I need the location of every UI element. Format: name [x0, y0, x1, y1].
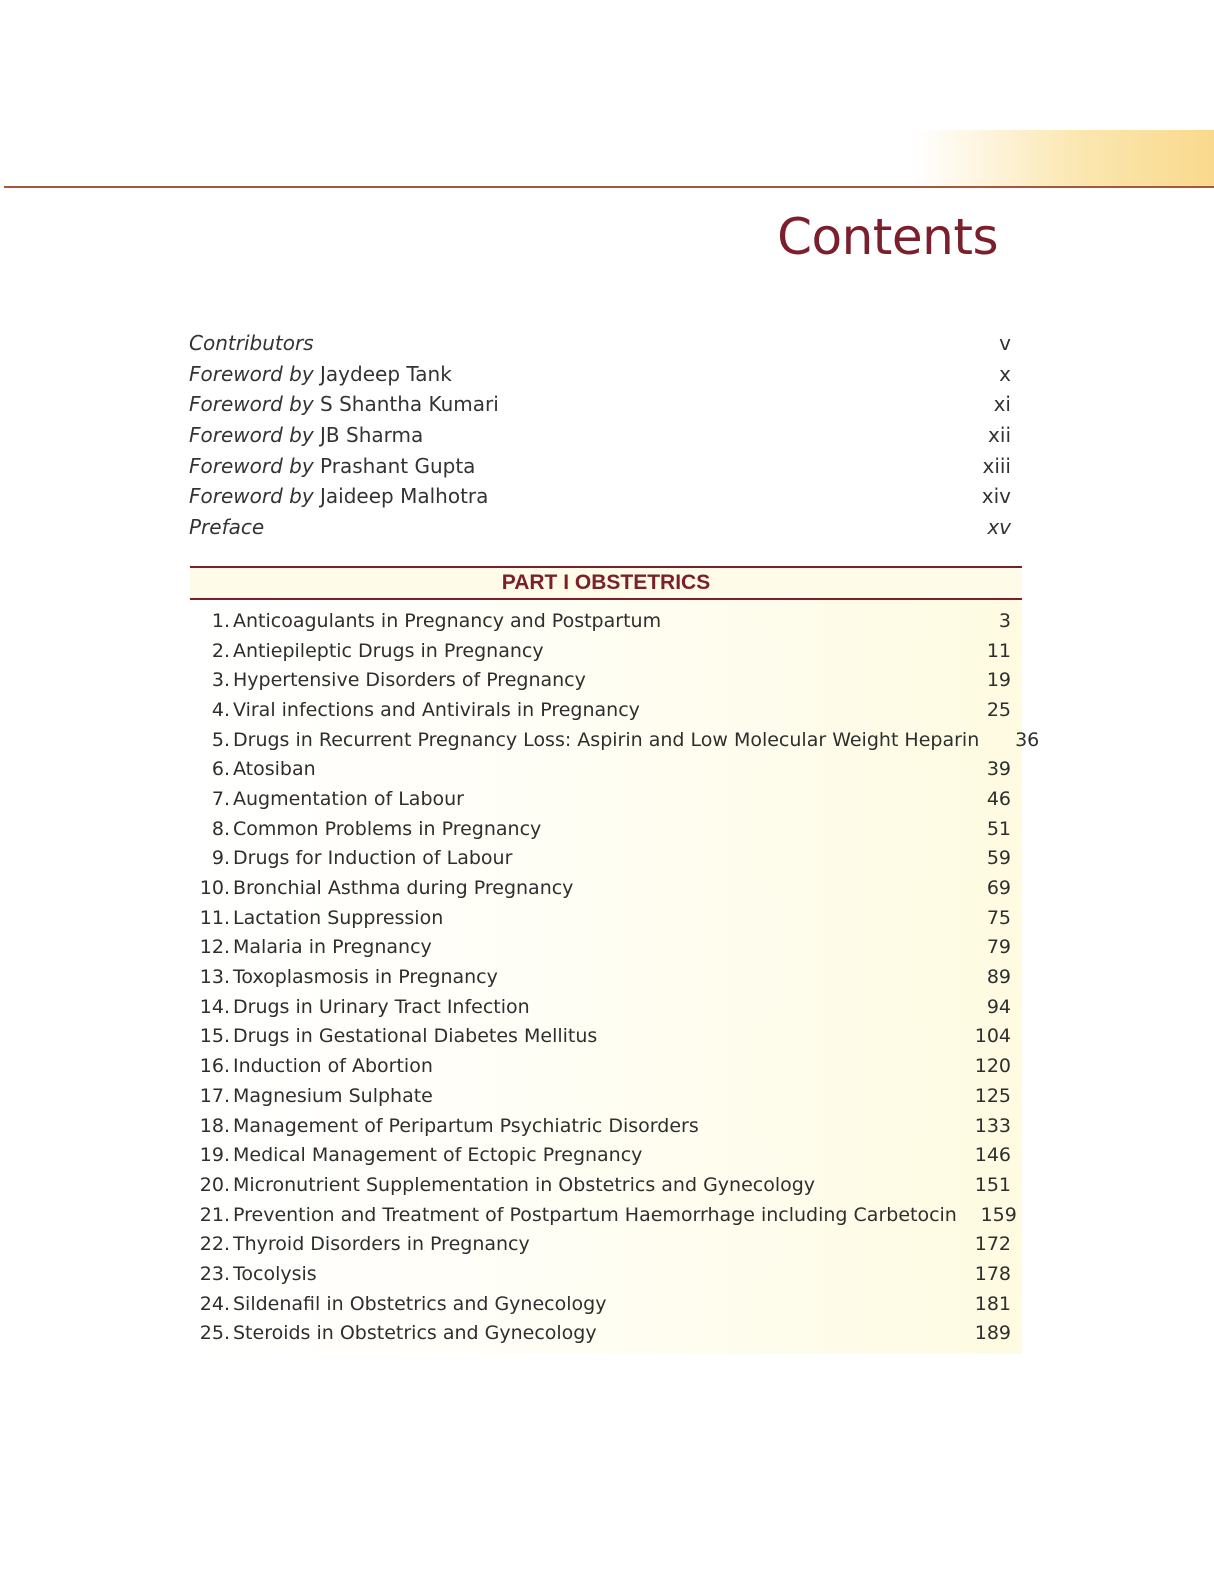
chapter-title: Augmentation of Labour [233, 787, 464, 810]
front-matter-page: xii [988, 423, 1011, 448]
chapter-page: 19 [986, 669, 1011, 692]
chapter-title: Tocolysis [233, 1262, 317, 1285]
front-matter-prefix: Foreword by [189, 392, 314, 417]
part-section [190, 566, 1040, 1354]
chapter-page: 189 [974, 1322, 1011, 1345]
part-heading: PART I OBSTETRICS [190, 566, 1022, 600]
chapter-page: 181 [974, 1292, 1011, 1315]
chapter-row[interactable] [190, 1289, 1022, 1319]
chapter-page: 59 [986, 847, 1011, 870]
chapter-row[interactable] [190, 1229, 1022, 1259]
chapter-page: 104 [974, 1025, 1011, 1048]
chapter-page: 133 [974, 1114, 1011, 1137]
chapter-page: 39 [986, 758, 1011, 781]
chapter-number: 12. [199, 936, 230, 959]
chapter-number: 15. [199, 1025, 230, 1048]
front-matter-prefix: Foreword by [189, 484, 314, 509]
front-matter-item[interactable] [189, 420, 1011, 451]
chapter-page: 51 [986, 817, 1011, 840]
chapter-page: 69 [986, 877, 1011, 900]
chapter-number: 17. [199, 1084, 230, 1107]
chapter-number: 7. [211, 787, 230, 810]
chapter-number: 24. [199, 1292, 230, 1315]
chapter-row[interactable] [190, 873, 1022, 903]
page-title: Contents [777, 208, 998, 266]
chapter-row[interactable] [190, 992, 1022, 1022]
chapter-title: Medical Management of Ectopic Pregnancy [233, 1144, 643, 1167]
chapter-page: 178 [974, 1262, 1011, 1285]
front-matter-page: xi [993, 392, 1011, 417]
chapter-number: 20. [199, 1173, 230, 1196]
front-matter-item[interactable] [189, 450, 1011, 481]
chapter-title: Bronchial Asthma during Pregnancy [233, 877, 574, 900]
chapter-title: Drugs in Recurrent Pregnancy Loss: Aspirin and Low Molecular Weight Heparin [233, 728, 980, 751]
chapter-title: Magnesium Sulphate [233, 1084, 433, 1107]
chapter-row[interactable] [190, 1170, 1022, 1200]
chapter-row[interactable] [190, 1111, 1022, 1141]
chapter-title: Sildenafil in Obstetrics and Gynecology [233, 1292, 607, 1315]
chapter-title: Atosiban [233, 758, 316, 781]
chapter-row[interactable] [190, 1081, 1022, 1111]
chapter-page: 151 [974, 1173, 1011, 1196]
chapter-row[interactable] [190, 725, 1040, 755]
front-matter-prefix: Contributors [189, 331, 314, 356]
chapter-row[interactable] [190, 636, 1022, 666]
chapter-page: 159 [980, 1203, 1017, 1226]
chapter-page: 89 [986, 966, 1011, 989]
front-matter-page: xiv [981, 484, 1011, 509]
front-matter-prefix: Preface [189, 514, 265, 539]
chapter-number: 14. [199, 995, 230, 1018]
chapter-number: 10. [199, 877, 230, 900]
chapter-title: Hypertensive Disorders of Pregnancy [233, 669, 586, 692]
chapter-row[interactable] [190, 933, 1022, 963]
chapter-title: Malaria in Pregnancy [233, 936, 432, 959]
chapter-title: Anticoagulants in Pregnancy and Postpartum [233, 609, 662, 632]
chapter-page: 120 [974, 1055, 1011, 1078]
front-matter-name: Jaideep Malhotra [313, 484, 489, 509]
front-matter-page: x [999, 361, 1011, 386]
chapter-title: Drugs for Induction of Labour [233, 847, 513, 870]
chapter-number: 1. [211, 609, 230, 632]
front-matter-item[interactable] [189, 481, 1011, 512]
front-matter-list [189, 328, 1011, 542]
chapter-page: 25 [986, 698, 1011, 721]
chapter-number: 4. [211, 698, 230, 721]
chapter-number: 21. [199, 1203, 230, 1226]
front-matter-prefix: Foreword by [189, 423, 314, 448]
chapter-number: 8. [211, 817, 230, 840]
front-matter-item[interactable] [189, 328, 1011, 359]
chapter-title: Lactation Suppression [233, 906, 444, 929]
front-matter-prefix: Foreword by [189, 361, 314, 386]
chapter-number: 3. [211, 669, 230, 692]
front-matter-item[interactable] [189, 512, 1011, 543]
chapter-page: 94 [986, 995, 1011, 1018]
chapter-number: 13. [199, 966, 230, 989]
chapter-title: Drugs in Gestational Diabetes Mellitus [233, 1025, 598, 1048]
chapter-page: 75 [986, 906, 1011, 929]
front-matter-name: Prashant Gupta [313, 453, 476, 478]
chapter-row[interactable] [190, 1140, 1022, 1170]
chapter-page: 3 [998, 609, 1011, 632]
front-matter-page: xiii [982, 453, 1011, 478]
chapter-number: 6. [211, 758, 230, 781]
chapter-title: Antiepileptic Drugs in Pregnancy [233, 639, 544, 662]
chapter-row[interactable] [190, 695, 1022, 725]
chapter-row[interactable] [190, 1200, 1022, 1230]
chapter-page: 146 [974, 1144, 1011, 1167]
chapter-title: Viral infections and Antivirals in Pregnancy [233, 698, 640, 721]
front-matter-prefix: Foreword by [189, 453, 314, 478]
chapter-title: Management of Peripartum Psychiatric Disorders [233, 1114, 699, 1137]
chapter-page: 125 [974, 1084, 1011, 1107]
chapter-row[interactable] [190, 903, 1022, 933]
chapter-row[interactable] [190, 665, 1022, 695]
chapter-title: Prevention and Treatment of Postpartum Haemorrhage including Carbetocin [233, 1203, 957, 1226]
chapter-page: 11 [986, 639, 1011, 662]
chapter-row[interactable] [190, 1259, 1022, 1289]
header-gradient-band [914, 130, 1214, 186]
chapter-row[interactable] [190, 1051, 1022, 1081]
front-matter-page: xv [987, 514, 1011, 539]
header-rule [4, 186, 1214, 188]
chapter-page: 36 [1015, 728, 1040, 751]
chapter-row[interactable] [190, 1319, 1022, 1349]
chapter-title: Toxoplasmosis in Pregnancy [233, 966, 498, 989]
chapter-page: 79 [986, 936, 1011, 959]
chapter-page: 172 [974, 1233, 1011, 1256]
chapter-title: Steroids in Obstetrics and Gynecology [233, 1322, 597, 1345]
front-matter-item[interactable] [189, 389, 1011, 420]
front-matter-page: v [999, 331, 1011, 356]
front-matter-name: S Shantha Kumari [313, 392, 499, 417]
chapter-row[interactable] [190, 814, 1022, 844]
chapter-number: 16. [199, 1055, 230, 1078]
chapter-title: Induction of Abortion [233, 1055, 433, 1078]
front-matter-name: JB Sharma [313, 423, 424, 448]
chapter-number: 18. [199, 1114, 230, 1137]
chapter-title: Thyroid Disorders in Pregnancy [233, 1233, 530, 1256]
chapter-number: 9. [211, 847, 230, 870]
chapter-number: 5. [211, 728, 230, 751]
chapter-number: 25. [199, 1322, 230, 1345]
chapter-title: Micronutrient Supplementation in Obstetrics and Gynecology [233, 1173, 816, 1196]
chapter-number: 11. [199, 906, 230, 929]
chapter-list [190, 606, 1040, 1348]
chapter-row[interactable] [190, 844, 1022, 874]
front-matter-name: Jaydeep Tank [313, 361, 452, 386]
chapter-row[interactable] [190, 1022, 1022, 1052]
chapter-row[interactable] [190, 784, 1022, 814]
chapter-number: 19. [199, 1144, 230, 1167]
chapter-title: Common Problems in Pregnancy [233, 817, 542, 840]
chapter-number: 23. [199, 1262, 230, 1285]
front-matter-item[interactable] [189, 359, 1011, 390]
chapter-title: Drugs in Urinary Tract Infection [233, 995, 530, 1018]
chapter-row[interactable] [190, 754, 1022, 784]
chapter-number: 22. [199, 1233, 230, 1256]
chapter-number: 2. [211, 639, 230, 662]
chapter-row[interactable] [190, 962, 1022, 992]
chapter-row[interactable] [190, 606, 1022, 636]
chapter-page: 46 [986, 787, 1011, 810]
